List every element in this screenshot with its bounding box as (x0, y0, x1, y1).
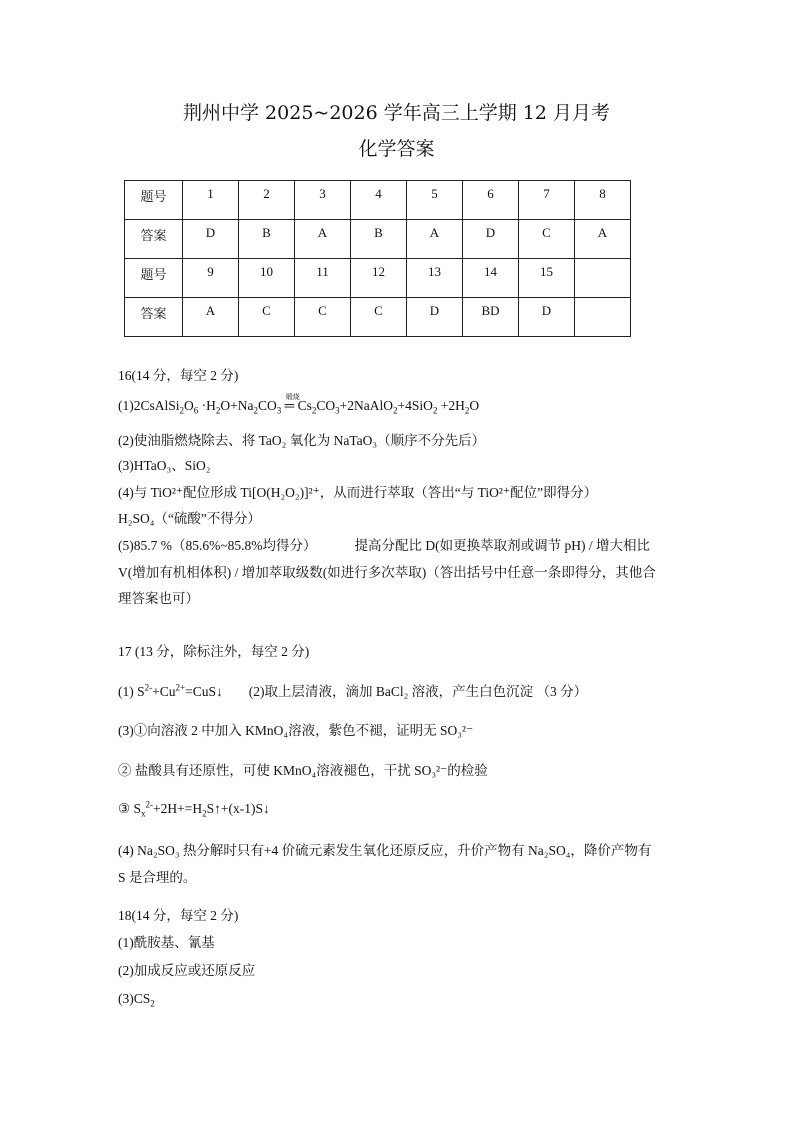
answer-table-cell: 4 (351, 181, 407, 220)
q17-answer-2: (2)取上层清液，滴加 BaCl₂ 溶液，产生白色沉淀 （3 分） (248, 684, 588, 699)
answer-table-cell: 15 (519, 259, 575, 298)
answer-table-row (125, 259, 631, 298)
q17-answer-3-3: ③ $S_x^{2-}+2H+=H_2S↑+(x-1)S↓$ (118, 799, 270, 819)
answer-table-cell: 10 (239, 259, 295, 298)
reaction-condition: 煅烧 (285, 393, 300, 401)
q17-answer-4-line1: (4) Na₂SO₃ 热分解时只有+4 价硫元素发生氧化还原反应，升价产物有 Na₂SO₄，降价产物有 (118, 843, 652, 858)
q18-answer-1: (1)酰胺基、氰基 (118, 935, 215, 950)
q16-answer-4b: H₂SO₄（“硫酸”不得分） (118, 511, 261, 526)
q16-answer-5-line2: V(增加有机相体积) / 增加萃取级数(如进行多次萃取)（答出括号中任意一条即得分，其他合 (118, 565, 656, 580)
answer-table (124, 180, 631, 337)
answer-table-cell: D (519, 298, 575, 337)
answer-table-cell: A (295, 220, 351, 259)
q17-answer-3-2: ② 盐酸具有还原性，可使 KMnO₄溶液褪色，干扰 SO₃²⁻的检验 (118, 763, 488, 778)
answer-table-cell: 11 (295, 259, 351, 298)
q16-answer-2: (2)使油脂燃烧除去、将 TaO₂ 氧化为 NaTaO₃（顺序不分先后） (118, 433, 486, 448)
q17-heading: 17 (13 分，除标注外，每空 2 分) (118, 644, 310, 659)
answer-table-cell: 13 (407, 259, 463, 298)
answer-table-cell: C (295, 298, 351, 337)
q16-answer-5-part2: 提高分配比 D(如更换萃取剂或调节 pH) / 增大相比 (354, 538, 651, 553)
q16-answer-1: $(1)2CsAlSi_2O_6 \cdot H_2O+Na_2CO_3$ ═ 煅烧 $Cs_2CO_3+2NaAlO_2+4SiO_2 +2H_2O$ (118, 397, 479, 415)
answer-table-cell: 5 (407, 181, 463, 220)
q18-heading: 18(14 分，每空 2 分) (118, 908, 239, 923)
answer-table-cell: 12 (351, 259, 407, 298)
answer-table-row (125, 298, 631, 337)
page-title: 荆州中学 2025~2026 学年高三上学期 12 月月考 (183, 102, 610, 124)
answer-table-cell: BD (463, 298, 519, 337)
q16-answer-5-line1 (118, 537, 650, 555)
q17-answer-4-line2: S 是合理的。 (118, 870, 197, 885)
answer-table-cell: 8 (575, 181, 631, 220)
answer-table-cell: A (407, 220, 463, 259)
answer-table-row-label: 题号 (125, 259, 183, 298)
answer-table-cell: 6 (463, 181, 519, 220)
q18-answer-3: $(3)CS_2$ (118, 991, 155, 1009)
answer-table-cell: B (239, 220, 295, 259)
answer-table-cell: 2 (239, 181, 295, 220)
answer-table-cell: C (519, 220, 575, 259)
answer-table-cell: 7 (519, 181, 575, 220)
answer-table-cell: 14 (463, 259, 519, 298)
answer-table-row-label: 答案 (125, 298, 183, 337)
answer-table-cell: A (183, 298, 239, 337)
q18-answer-2: (2)加成反应或还原反应 (118, 963, 256, 978)
q16-heading: 16(14 分，每空 2 分) (118, 368, 239, 383)
answer-table-cell: 1 (183, 181, 239, 220)
page-subtitle: 化学答案 (358, 138, 435, 160)
answer-table-row-label: 答案 (125, 220, 183, 259)
q16-answer-4: (4)与 TiO²⁺配位形成 Ti[O(H₂O₂)]²⁺，从而进行萃取（答出“与 TiO²⁺配位”即得分） (118, 485, 598, 500)
answer-table-cell: A (575, 220, 631, 259)
answer-table-cell: D (463, 220, 519, 259)
answer-table-cell: C (351, 298, 407, 337)
q17-answer-1-2: (1) $S^{2-}+Cu^{2+}=CuS↓$ (2)取上层清液，滴加 BaCl₂ 溶液，产生白色沉淀 （3 分） (118, 682, 588, 699)
q16-answer-3: (3)HTaO₃、SiO₂ (118, 458, 211, 473)
answer-table-cell: D (407, 298, 463, 337)
answer-table-row (125, 220, 631, 259)
answer-table-cell (575, 259, 631, 298)
answer-table-cell: B (351, 220, 407, 259)
answer-table-cell: 9 (183, 259, 239, 298)
answer-table-cell: C (239, 298, 295, 337)
answer-table-cell (575, 298, 631, 337)
q16-answer-5-part1: (5)85.7 %（85.6%~85.8%均得分） (118, 538, 317, 553)
answer-table-row (125, 181, 631, 220)
answer-table-row-label: 题号 (125, 181, 183, 220)
q16-answer-5-line3: 理答案也可） (118, 591, 199, 606)
answer-table-cell: D (183, 220, 239, 259)
answer-table-cell: 3 (295, 181, 351, 220)
q17-answer-3-1: (3)①向溶液 2 中加入 KMnO₄溶液，紫色不褪，证明无 SO₃²⁻ (118, 723, 474, 738)
